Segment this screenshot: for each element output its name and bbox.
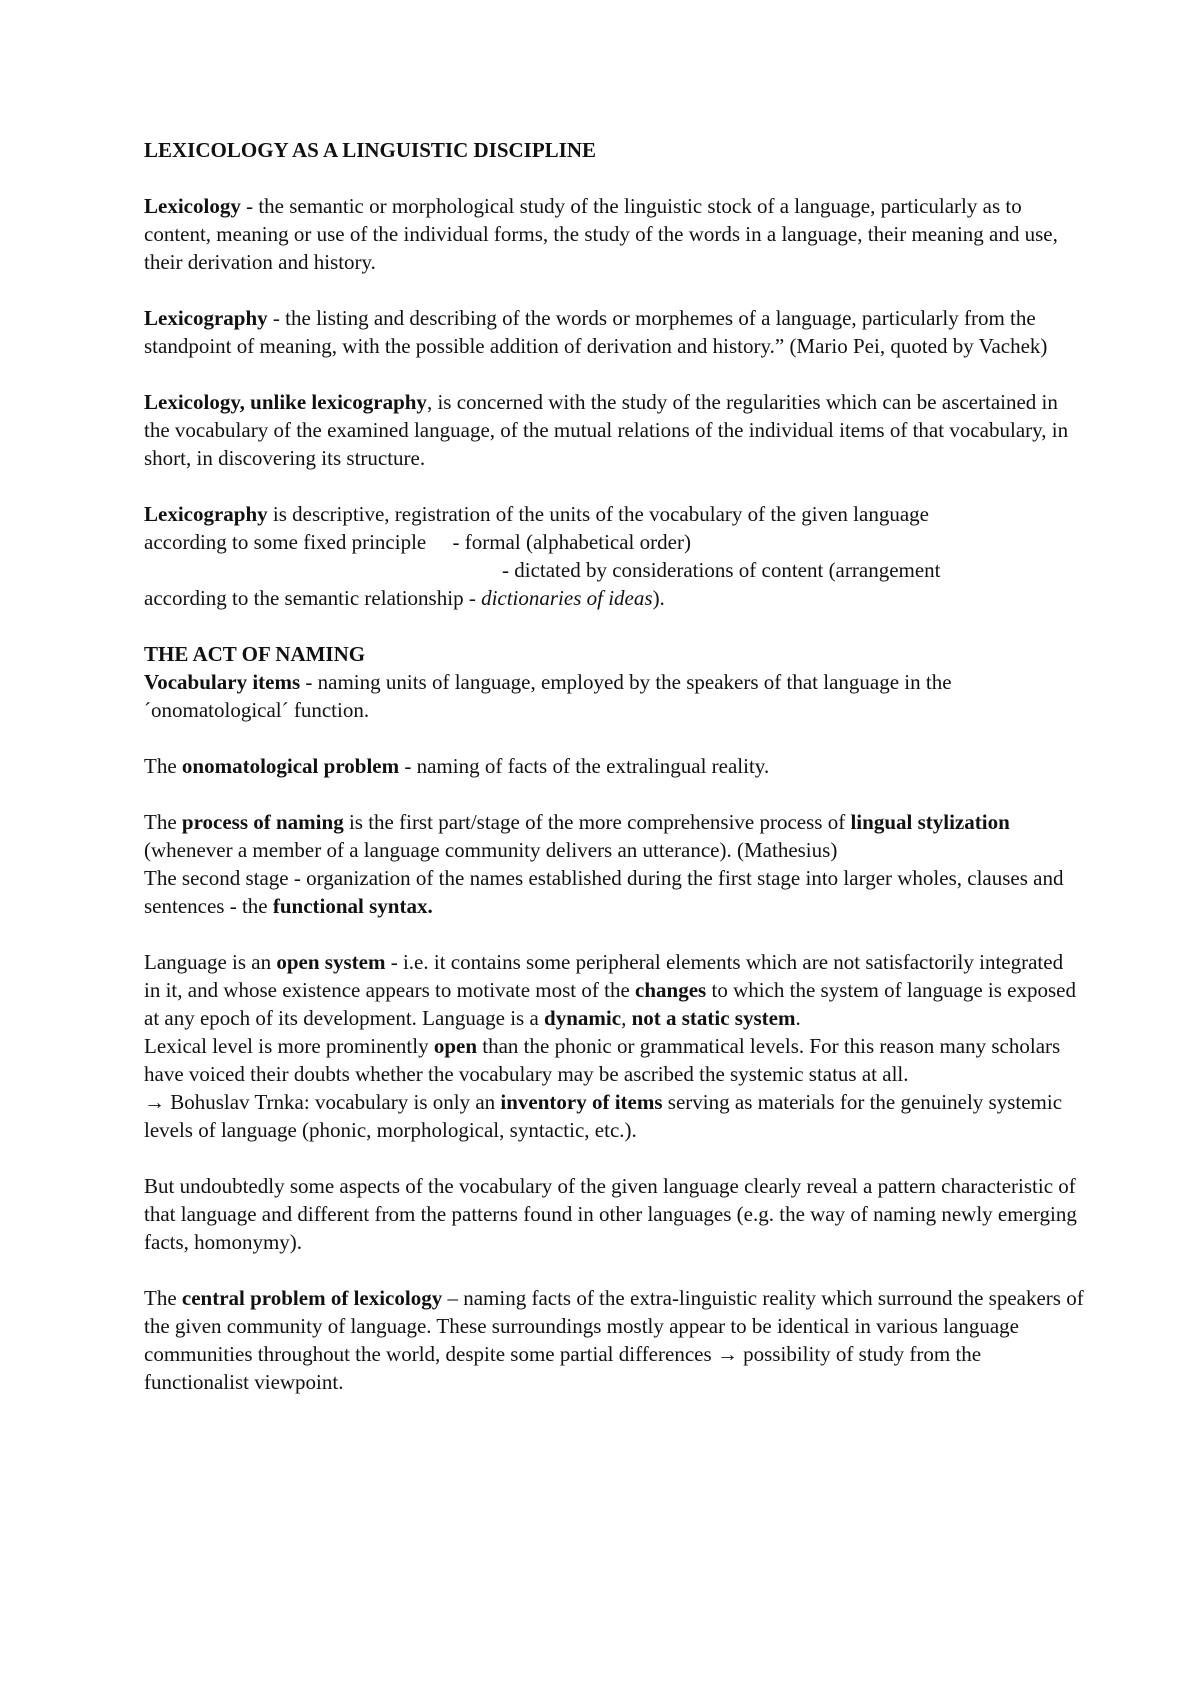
dictionaries-of-ideas: dictionaries of ideas <box>481 586 653 610</box>
document-page <box>144 136 1084 1396</box>
term-lexicography: Lexicography <box>144 306 268 330</box>
paragraph-central-problem: The central problem of lexicology – naming facts of the extra-linguistic reality which surround the speakers of the given community of language. These surroundings mostly appear to be identical in various language communities throughout the world, despite some partial differences → possibility of study from the functionalist viewpoint. <box>144 1286 1084 1394</box>
term-vocabulary-items: Vocabulary items <box>144 670 301 694</box>
paragraph-lexicology-definition: Lexicology - the semantic or morphological study of the linguistic stock of a language, particularly as to content, meaning or use of the individual forms, the study of the words in a language, their meaning and use, their derivation and history. <box>144 194 1058 274</box>
term-not-static-system: not a static system <box>631 1006 796 1030</box>
term-central-problem: central problem of lexicology <box>181 1286 443 1310</box>
term-changes: changes <box>635 978 707 1002</box>
paragraph-vocabulary-items: Vocabulary items - naming units of language, employed by the speakers of that language in the ´onomatological´ function. <box>144 670 952 722</box>
term-lexicology-unlike: Lexicology, unlike lexicography <box>144 390 427 414</box>
term-lingual-stylization: lingual stylization <box>850 810 1010 834</box>
term-dynamic: dynamic <box>544 1006 622 1030</box>
term-lexicology: Lexicology <box>144 194 241 218</box>
term-open-system: open system <box>276 950 386 974</box>
term-inventory-of-items: inventory of items <box>500 1090 663 1114</box>
term-functional-syntax: functional syntax. <box>272 894 433 918</box>
paragraph-vocabulary-patterns: But undoubtedly some aspects of the vocabulary of the given language clearly reveal a pattern characteristic of that language and different from the patterns found in other languages (e.g. the way of naming newly emerging facts, homonymy). <box>144 1174 1077 1254</box>
page-title: LEXICOLOGY AS A LINGUISTIC DISCIPLINE <box>144 138 597 162</box>
section-heading-act-of-naming: THE ACT OF NAMING <box>144 642 366 666</box>
paragraph-onomatological-problem: The onomatological problem - naming of facts of the extralingual reality. <box>144 754 770 778</box>
paragraph-process-of-naming: The process of naming is the first part/stage of the more comprehensive process of lingual stylization (whenever a member of a language community delivers an utterance). (Mathesius) The second stage - organization of the names established during the first stage into larger wholes, clauses and sentences - the functional syntax. <box>144 810 1064 918</box>
term-onomatological-problem: onomatological problem <box>181 754 400 778</box>
term-lexicography: Lexicography <box>144 502 268 526</box>
paragraph-lexicology-vs-lexicography: Lexicology, unlike lexicography, is concerned with the study of the regularities which can be ascertained in the vocabulary of the examined language, of the mutual relations of the individual items of that vocabulary, in short, in discovering its structure. <box>144 390 1069 470</box>
paragraph-open-system: Language is an open system - i.e. it contains some peripheral elements which are not satisfactorily integrated in it, and whose existence appears to motivate most of the changes to which the system of language is exposed at any epoch of its development. Language is a dynamic, not a static system. Lexical level is more prominently open than the phonic or grammatical levels. For this reason many scholars have voiced their doubts whether the vocabulary may be ascribed the systemic status at all. → Bohuslav Trnka: vocabulary is only an inventory of items serving as materials for the genuinely systemic levels of language (phonic, morphological, syntactic, etc.). <box>144 950 1076 1142</box>
term-open: open <box>433 1034 478 1058</box>
paragraph-lexicography-descriptive: Lexicography is descriptive, registration of the units of the vocabulary of the given language according to some fixed principle - formal (alphabetical order) - dictated by considerations of content (arrangement according to the semantic relationship - dictionaries of ideas). <box>144 502 941 610</box>
paragraph-lexicography-definition: Lexicography - the listing and describing of the words or morphemes of a language, particularly from the standpoint of meaning, with the possible addition of derivation and history.” (Mario Pei, quoted by Vachek) <box>144 306 1048 358</box>
term-process-of-naming: process of naming <box>181 810 344 834</box>
